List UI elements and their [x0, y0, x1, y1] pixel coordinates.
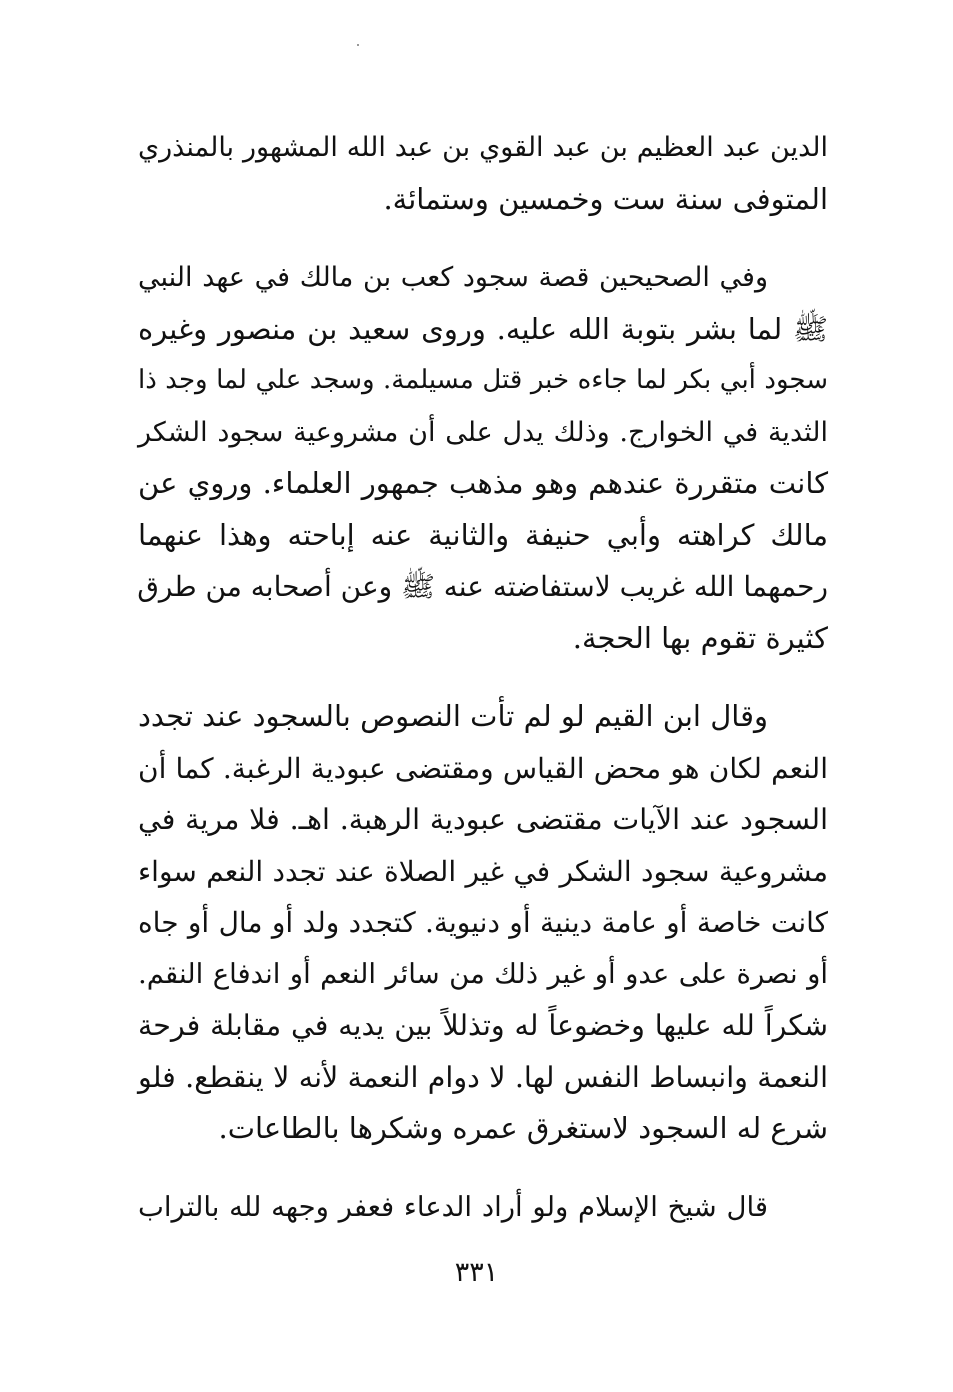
body-text: [138, 122, 828, 1260]
text-line: المتوفى سنة ست وخمسين وستمائة.: [383, 181, 828, 216]
scan-speck: [357, 44, 359, 46]
text-line: وفي الصحيحين قصة سجود كعب بن مالك في عهد النبي: [138, 262, 768, 293]
paragraph-3: [138, 691, 828, 1155]
text-line: كانت خاصة أو عامة دينية أو دنيوية. كتجدد ولد أو مال أو جاه: [138, 906, 828, 939]
text-line: السجود عند الآيات مقتضى عبودية الرهبة. اهـ. فلا مرية في: [138, 803, 828, 836]
text-line: النعمة وانبساط النفس لها. لا دوام النعمة لأنه لا ينقطع. فلو: [138, 1060, 828, 1094]
text-line: وقال ابن القيم لو لم تأت النصوص بالسجود عند تجدد: [138, 699, 768, 733]
text-line: كثيرة تقوم بها الحجة.: [572, 620, 828, 655]
text-line: سجود أبي بكر لما جاءه خبر قتل مسيلمة. وسجد علي لما وجد ذا: [138, 365, 828, 395]
text-line: رحمهما الله غريب لاستفاضته عنه ﷺ وعن أصحابه من طرق: [137, 570, 828, 603]
text-line: شرع له السجود لاستغرق عمره وشكرها بالطاعات.: [218, 1111, 828, 1145]
text-line: ﷺ لما بشر بتوبة الله عليه. وروى سعيد بن منصور وغيره: [138, 311, 828, 346]
page-number: ٣٣١: [454, 1257, 499, 1288]
text-line: مالك كراهته وأبي حنيفة والثانية عنه إباحته وهذا عنهما: [138, 517, 828, 552]
text-line: الدين عبد العظيم بن عبد القوي بن عبد الله المشهور بالمنذري: [138, 132, 828, 163]
paragraph-1: [138, 122, 828, 225]
paragraph-2: [138, 252, 828, 664]
text-line: النعم لكان هو محض القياس ومقتضى عبودية الرغبة. كما أن: [138, 751, 828, 785]
text-line: قال شيخ الإسلام ولو أراد الدعاء فعفر وجهه لله بالتراب: [138, 1190, 768, 1223]
text-line: أو نصرة على عدو أو غير ذلك من سائر النعم أو اندفاع النقم.: [138, 957, 828, 990]
text-line: الثدية في الخوارج. وذلك يدل على أن مشروعية سجود الشكر: [138, 416, 828, 448]
text-line: كانت متقررة عندهم وهو مذهب جمهور العلماء. وروي عن: [138, 466, 828, 500]
text-line: مشروعية سجود الشكر في غير الصلاة عند تجدد النعم سواء: [138, 854, 828, 888]
paragraph-4: [138, 1182, 828, 1234]
text-line: شكراً لله عليها وخضوعاً له وتذللاً بين يديه في مقابلة فرحة: [138, 1009, 828, 1042]
